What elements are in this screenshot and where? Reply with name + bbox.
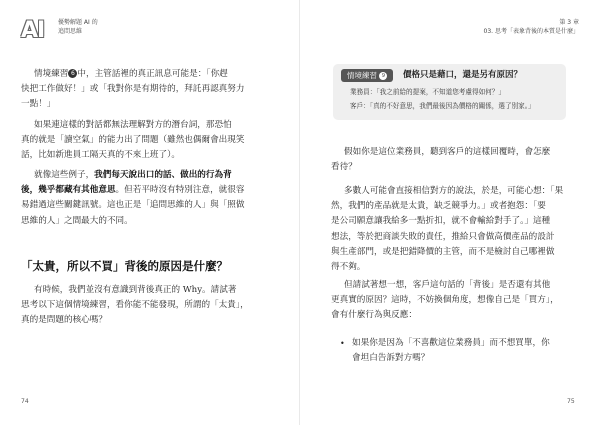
paragraph bbox=[21, 283, 249, 329]
text-line: 多數人可能會直接相信對方的說法，於是，可能心想：「果 bbox=[344, 186, 564, 196]
paragraph bbox=[21, 118, 245, 164]
text-line: 易錯過這些關鍵訊號。這也正是「追問思維的人」與「照做 bbox=[21, 200, 245, 211]
text-run: 情境練習 bbox=[34, 69, 69, 79]
section-label: 03. 思考「表象背後的本質是什麼」 bbox=[483, 28, 579, 35]
text-line: 如果連這樣的對話都無法理解對方的潛台詞，那恐怕 bbox=[34, 120, 232, 130]
text-line: 更真實的原因？這時，不妨換個角度，想像自己是「買方」， bbox=[331, 295, 559, 306]
text-line: 與生產部門，或是把錯降價的主管，而不是檢討自己哪裡做 bbox=[331, 246, 555, 257]
paragraph bbox=[331, 145, 551, 175]
text-line: 會坦白告訴對方嗎？ bbox=[352, 353, 430, 364]
text-line: 假如你是這位業務員，聽到客戶的這樣回覆時，會怎麼 bbox=[344, 147, 551, 157]
text-run: 就像這些例子， bbox=[34, 170, 95, 180]
exercise-label-text: 情境練習 bbox=[347, 71, 377, 80]
text-line: 快把工作做好！」或「我對你是有期待的，拜託再認真努力 bbox=[21, 84, 245, 95]
text-run: 中，主管話裡的真正訊息可能是：「你趕 bbox=[77, 69, 228, 79]
dialog-line: 客戶：「真的不好意思，我們最後因為價格的關係，選了別家。」 bbox=[350, 102, 535, 110]
paragraph bbox=[21, 67, 245, 113]
bullet-item bbox=[352, 336, 550, 366]
exercise-title: 價格只是藉口，還是另有原因？ bbox=[403, 70, 523, 80]
section-heading: 「太貴，所以不買」背後的原因是什麼？ bbox=[21, 259, 228, 273]
running-header-chapter bbox=[484, 18, 579, 36]
emphasis-text: 後，幾乎都藏有其他意思 bbox=[21, 185, 116, 196]
text-line: 思考以下這個情境練習，看你能不能發現，所謂的「太貴」， bbox=[21, 300, 249, 311]
text-line: 看待？ bbox=[331, 162, 357, 173]
paragraph bbox=[331, 184, 564, 275]
text-line: 真的就是「讀空氣」的能力出了問題（雖然也偶爾會出現笑 bbox=[21, 135, 245, 146]
text-line: 有時候，我們並沒有意識到背後真正的 Why。請試著 bbox=[34, 285, 237, 295]
page-number: 74 bbox=[21, 398, 29, 405]
text-line: 會有什麼行為與反應： bbox=[331, 310, 417, 321]
chapter-label: 第 3 章 bbox=[559, 19, 579, 26]
running-header-book-title bbox=[58, 18, 98, 36]
text-line: 如果你是因為「不喜歡這位業務員」而不想買單，你 bbox=[352, 338, 550, 348]
exercise-number-badge: 9 bbox=[379, 72, 387, 80]
paragraph bbox=[331, 278, 559, 324]
book-logo: AI bbox=[21, 18, 45, 43]
text-line: 思維的人」之間最大的不同。 bbox=[21, 215, 133, 226]
text-line: 想法，等於把商談失敗的責任，推給只會做高價產品的設計 bbox=[331, 231, 555, 242]
exercise-number-badge: 6 bbox=[68, 69, 77, 78]
text-line: 但請試著想一想，客戶這句話的「背後」是否還有其他 bbox=[344, 280, 551, 290]
text-line: 話，比如新進員工隔天真的不來上班了）。 bbox=[21, 150, 180, 161]
book-title-line: 追問思維 bbox=[58, 28, 83, 35]
text-run: 。但若平時沒有特別注意，就很容 bbox=[115, 185, 245, 196]
exercise-label bbox=[341, 69, 393, 82]
text-line: 然，我們的產品就是太貴，缺乏競爭力。」或者抱怨：「要 bbox=[331, 201, 546, 212]
text-line: 一點！」 bbox=[21, 99, 56, 110]
text-line: 真的是問題的核心嗎？ bbox=[21, 315, 107, 326]
bullet-marker: • bbox=[340, 339, 345, 348]
paragraph bbox=[21, 168, 245, 229]
text-line: 是公司願意讓我給多一點折扣，就不會輸給對手了。」這種 bbox=[331, 216, 551, 227]
dialog-line: 業務員：「我之前給的提案，不知道您考慮得如何？」 bbox=[350, 88, 505, 96]
text-line: 得不夠。 bbox=[331, 262, 366, 273]
page-number: 75 bbox=[567, 398, 575, 405]
book-title-line: 優勢解題 AI 的 bbox=[58, 19, 98, 26]
page-gutter bbox=[299, 0, 300, 425]
emphasis-text: 我們每天說出口的話、做出的行為背 bbox=[94, 170, 232, 180]
